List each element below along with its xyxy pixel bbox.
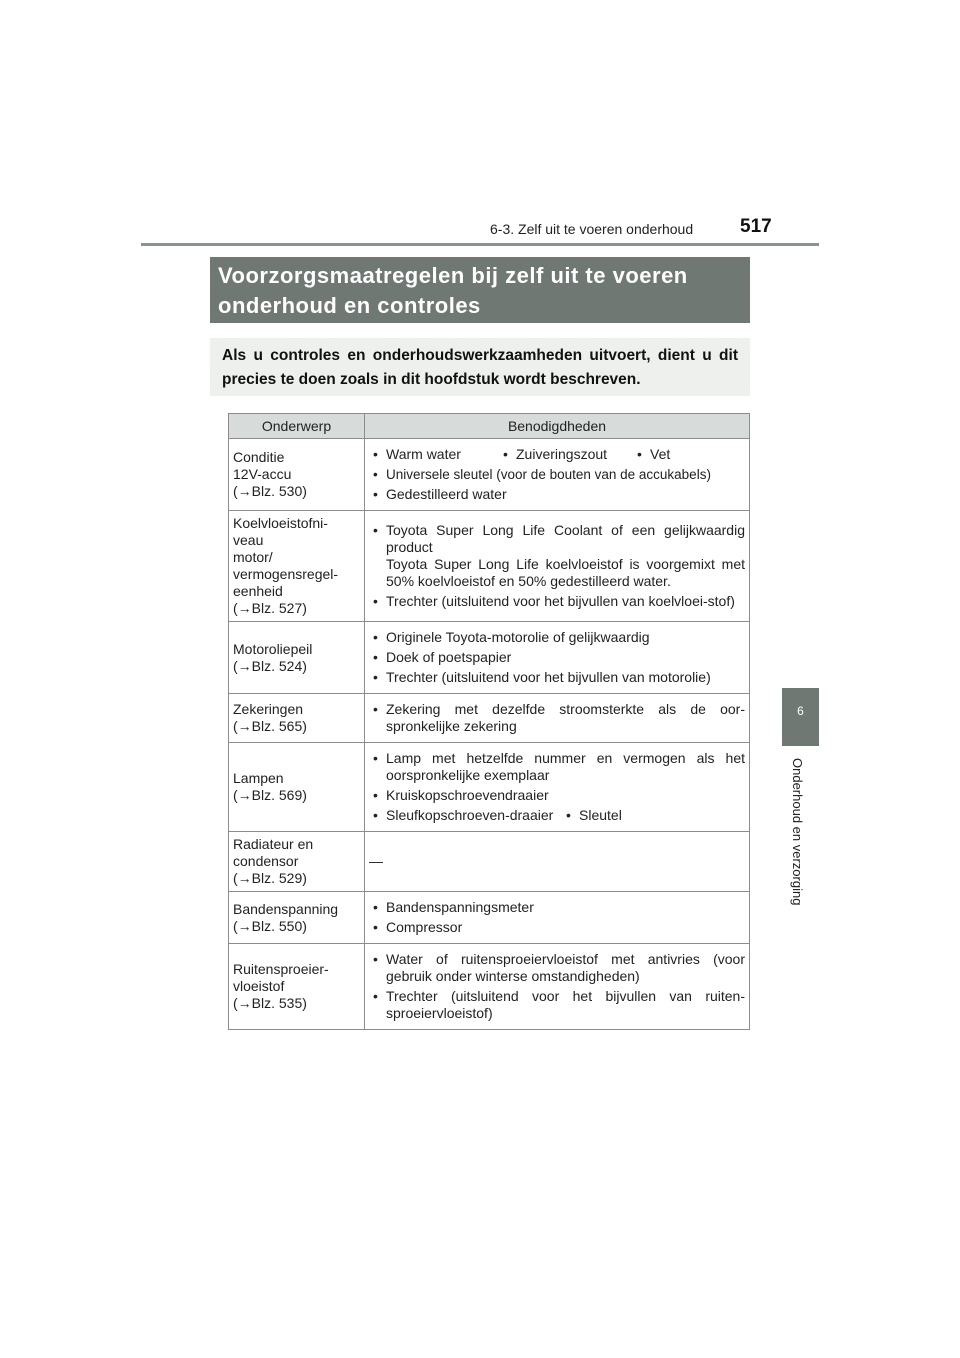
topic-line: vermogensregel-	[233, 566, 339, 582]
list-item: • Trechter (uitsluitend voor het bijvullen van koelvloei-stof)	[369, 593, 745, 610]
requirements-cell	[365, 892, 750, 944]
topic-line: eenheid	[233, 583, 283, 599]
list-item: • Universele sleutel (voor de bouten van de accukabels)	[369, 466, 745, 483]
list-item: • Compressor	[369, 919, 745, 936]
table-row	[229, 892, 750, 944]
requirements-cell	[365, 439, 750, 511]
requirements-cell	[365, 743, 750, 832]
page-title-line-1: Voorzorgsmaatregelen bij zelf uit te voeren	[218, 263, 688, 288]
topic-line: Zekeringen	[233, 701, 304, 717]
topic-line: condensor	[233, 853, 299, 869]
table-header-row	[229, 414, 750, 439]
item-list	[369, 899, 745, 936]
topic-line: Motoroliepeil	[233, 640, 313, 657]
list-item: • Sleufkopschroeven-draaier	[369, 807, 566, 824]
topic-line: Conditie	[233, 449, 285, 465]
table-row	[229, 944, 750, 1030]
topic-line: (→Blz. 529)	[233, 870, 307, 886]
list-item-note: Toyota Super Long Life koelvloeistof is voorgemixt met 50% koelvloeistof en 50% gedestilleerd water.	[386, 556, 745, 589]
page-title	[210, 257, 750, 323]
section-title: 6-3. Zelf uit te voeren onderhoud	[490, 221, 694, 237]
requirements-cell	[365, 694, 750, 743]
table-row	[229, 439, 750, 511]
topic-line: (→Blz. 527)	[233, 600, 307, 616]
topic-cell	[229, 832, 365, 892]
topic-line: vloeistof	[233, 978, 285, 994]
topic-line: Bandenspanning	[233, 900, 339, 917]
list-item: • Originele Toyota-motorolie of gelijkwaardig	[369, 629, 745, 646]
list-item: • Zuiveringszout	[499, 446, 633, 463]
topic-line: (→Blz. 535)	[233, 995, 307, 1011]
requirements-cell	[365, 944, 750, 1030]
header-topic: Onderwerp	[229, 414, 365, 439]
topic-line: (→Blz. 569)	[233, 787, 307, 803]
list-item: • Warm water	[369, 446, 499, 463]
list-item: • Lamp met hetzelfde nummer en vermogen als het oorspronkelijke exemplaar	[369, 750, 745, 784]
table-row	[229, 622, 750, 694]
item-list	[369, 951, 745, 1022]
list-item: • Sleutel	[566, 807, 622, 824]
topic-line: Ruitensproeier-	[233, 961, 329, 977]
header-requirements: Benodigdheden	[365, 414, 750, 439]
table-row	[229, 743, 750, 832]
list-item: • Vet	[633, 446, 670, 463]
intro-text: Als u controles en onderhoudswerkzaamheden uitvoert, dient u dit precies te doen zoals in dit hoofdstuk wordt beschreven.	[210, 338, 750, 396]
item-list	[369, 522, 745, 610]
topic-cell	[229, 892, 365, 944]
item-list	[369, 701, 745, 735]
item-list	[369, 466, 745, 503]
list-item-text: Toyota Super Long Life Coolant of een gelijkwaardig product	[386, 522, 745, 555]
topic-cell	[229, 622, 365, 694]
topic-line: (→Blz. 530)	[233, 483, 307, 499]
list-item: • Zekering met dezelfde stroomsterkte als de oor-spronkelijke zekering	[369, 701, 745, 735]
list-item: • Trechter (uitsluitend voor het bijvullen van ruiten-sproeiervloeistof)	[369, 988, 745, 1022]
topic-cell	[229, 511, 365, 622]
topic-line: motor/	[233, 549, 273, 565]
list-item: • Kruiskopschroevendraaier	[369, 787, 745, 804]
header-divider	[141, 243, 819, 246]
requirements-cell	[365, 622, 750, 694]
list-item: • Bandenspanningsmeter	[369, 899, 745, 916]
topic-cell	[229, 439, 365, 511]
topic-line: Lampen	[233, 770, 284, 786]
topic-line: (→Blz. 550)	[233, 917, 307, 934]
paired-items	[369, 807, 745, 824]
list-item: • Doek of poetspapier	[369, 649, 745, 666]
topic-line: Koelvloeistofni-	[233, 515, 328, 531]
requirements-table	[228, 413, 750, 1030]
list-item	[369, 522, 745, 590]
topic-line: (→Blz. 524)	[233, 657, 307, 674]
topic-cell	[229, 743, 365, 832]
item-list	[369, 750, 745, 804]
topic-cell	[229, 944, 365, 1030]
item-list	[369, 629, 745, 686]
table-row	[229, 832, 750, 892]
table-row	[229, 511, 750, 622]
topic-line: (→Blz. 565)	[233, 718, 307, 734]
requirements-cell: —	[365, 832, 750, 892]
chapter-label: Onderhoud en verzorging	[790, 758, 805, 906]
chapter-number: 6	[797, 704, 804, 718]
topic-line: 12V-accu	[233, 466, 292, 482]
inline-items	[369, 446, 745, 463]
chapter-tab	[782, 688, 819, 746]
topic-line: Radiateur en	[233, 836, 314, 852]
list-item: • Trechter (uitsluitend voor het bijvullen van motorolie)	[369, 669, 745, 686]
page-title-line-2: onderhoud en controles	[218, 293, 481, 318]
page-number: 517	[740, 216, 772, 237]
table-row	[229, 694, 750, 743]
list-item: • Gedestilleerd water	[369, 486, 745, 503]
list-item: • Water of ruitensproeiervloeistof met antivries (voor gebruik onder winterse omstandigheden)	[369, 951, 745, 985]
topic-cell	[229, 694, 365, 743]
topic-line: veau	[233, 532, 264, 548]
requirements-cell	[365, 511, 750, 622]
